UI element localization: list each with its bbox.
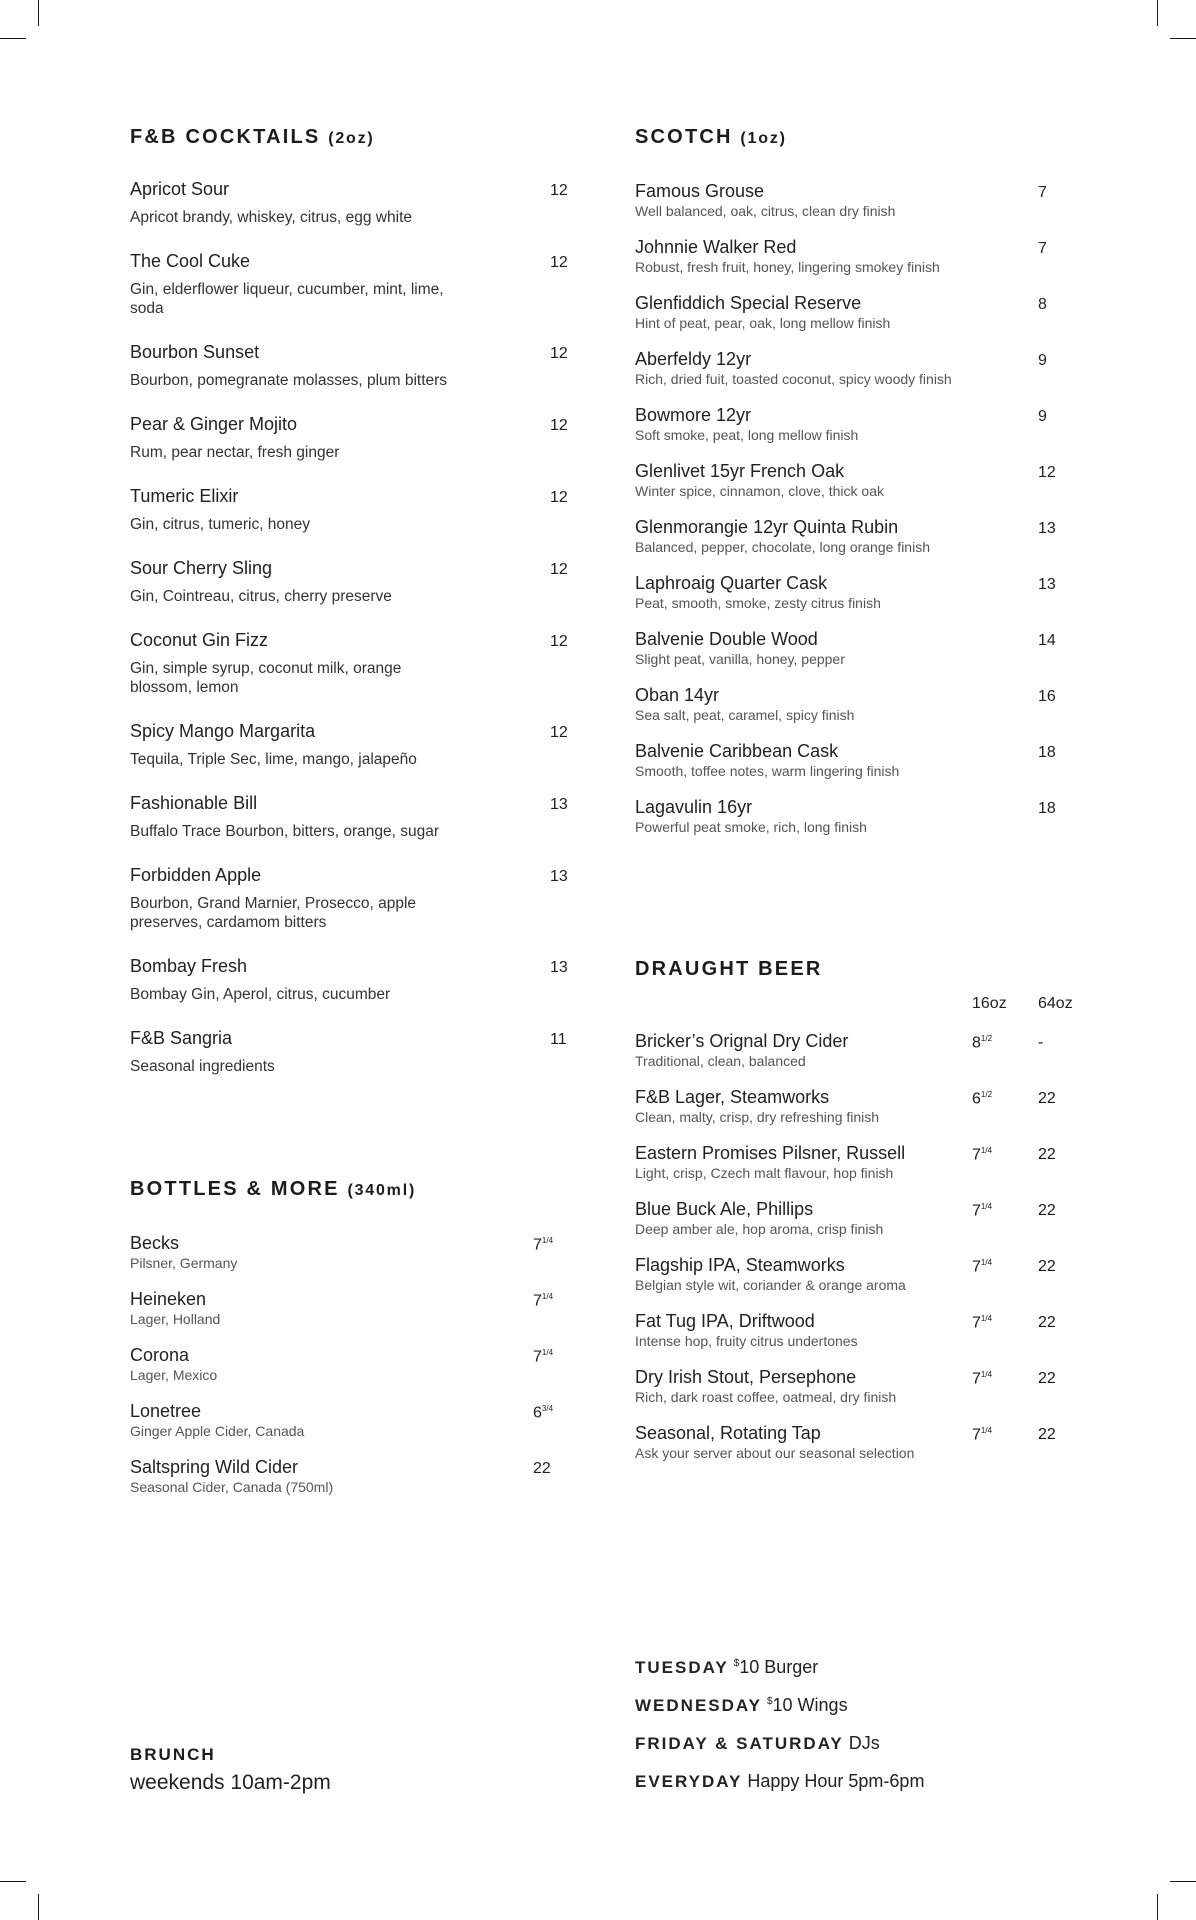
scotch-name: Oban 14yr	[635, 685, 720, 705]
beer-name: Eastern Promises Pilsner, Russell	[635, 1143, 906, 1163]
weekly-specials	[635, 1657, 924, 1809]
special-text: Happy Hour 5pm-6pm	[747, 1771, 925, 1791]
beer-name: Fat Tug IPA, Driftwood	[635, 1311, 815, 1331]
scotch-item	[635, 405, 1095, 461]
crop-mark	[1170, 1881, 1196, 1882]
beer-price-16oz-whole: 8	[972, 1034, 981, 1052]
scotch-name: Famous Grouse	[635, 181, 765, 201]
beer-item	[635, 1255, 1095, 1311]
crop-mark	[38, 1894, 39, 1920]
cocktail-name: Bombay Fresh	[130, 956, 248, 976]
scotch-description: Peat, smooth, smoke, zesty citrus finish	[635, 595, 881, 611]
left-column	[130, 126, 568, 1513]
scotch-name: Bowmore 12yr	[635, 405, 752, 425]
cocktail-name: F&B Sangria	[130, 1028, 233, 1048]
cocktail-item	[130, 956, 568, 1004]
beer-price-64oz: 22	[1038, 1314, 1056, 1331]
cocktail-item	[130, 414, 568, 462]
cocktail-item	[130, 721, 568, 769]
scotch-price: 7	[1038, 184, 1047, 201]
scotch-description: Soft smoke, peat, long mellow finish	[635, 427, 859, 443]
cocktail-price: 13	[550, 796, 568, 813]
scotch-name: Johnnie Walker Red	[635, 237, 797, 257]
bottle-price	[533, 1348, 553, 1366]
bottle-item	[130, 1457, 560, 1513]
cocktail-price: 12	[550, 345, 568, 362]
beer-price-16oz	[972, 1258, 992, 1276]
scotch-description: Slight peat, vanilla, honey, pepper	[635, 651, 845, 667]
crop-mark	[1157, 0, 1158, 26]
beer-price-64oz: 22	[1038, 1202, 1056, 1219]
cocktail-description: Seasonal ingredients	[130, 1058, 275, 1075]
beer-price-16oz	[972, 1146, 992, 1164]
cocktail-price: 12	[550, 182, 568, 199]
scotch-name: Balvenie Caribbean Cask	[635, 741, 839, 761]
beer-price-16oz-fraction: 1/4	[980, 1146, 993, 1155]
cocktail-name: Coconut Gin Fizz	[130, 630, 269, 650]
scotch-price: 16	[1038, 688, 1056, 705]
beer-item	[635, 1311, 1095, 1367]
bottle-item	[130, 1289, 560, 1345]
scotch-price: 14	[1038, 632, 1056, 649]
bottle-price	[533, 1460, 551, 1478]
cocktail-price: 11	[550, 1031, 567, 1048]
beer-col-16oz: 16oz	[972, 995, 1007, 1012]
scotch-unit: (1oz)	[740, 130, 787, 147]
scotch-list	[635, 181, 1095, 853]
cocktail-item	[130, 793, 568, 841]
cocktail-item	[130, 179, 568, 227]
scotch-description: Hint of peat, pear, oak, long mellow finish	[635, 315, 891, 331]
cocktail-description: Gin, simple syrup, coconut milk, orange blossom, lemon	[130, 660, 402, 696]
bottle-price-whole: 7	[533, 1236, 542, 1254]
beer-item	[635, 1143, 1095, 1199]
bottle-price-fraction: 1/4	[541, 1348, 554, 1357]
cocktail-description: Bombay Gin, Aperol, citrus, cucumber	[130, 986, 391, 1003]
cocktail-row	[130, 486, 568, 507]
cocktail-description: Gin, Cointreau, citrus, cherry preserve	[130, 588, 392, 605]
scotch-item	[635, 517, 1095, 573]
beer-title: DRAUGHT BEER	[635, 958, 823, 980]
beer-description: Ask your server about our seasonal selection	[635, 1445, 915, 1461]
bottle-price-whole: 7	[533, 1292, 542, 1310]
beer-price-16oz-fraction: 1/4	[980, 1370, 993, 1379]
scotch-name: Glenlivet 15yr French Oak	[635, 461, 845, 481]
beer-name: Flagship IPA, Steamworks	[635, 1255, 845, 1275]
scotch-price: 13	[1038, 520, 1056, 537]
cocktail-name: Pear & Ginger Mojito	[130, 414, 298, 434]
bottle-price	[533, 1404, 553, 1422]
cocktails-list	[130, 179, 568, 1076]
cocktail-item	[130, 486, 568, 534]
beer-description: Clean, malty, crisp, dry refreshing finish	[635, 1109, 880, 1125]
beer-name: Dry Irish Stout, Persephone	[635, 1367, 857, 1387]
scotch-name: Laphroaig Quarter Cask	[635, 573, 828, 593]
bottles-unit: (340ml)	[347, 1182, 417, 1199]
bottles-title-text: BOTTLES & MORE	[130, 1178, 340, 1200]
scotch-description: Balanced, pepper, chocolate, long orange finish	[635, 539, 930, 555]
cocktail-description: Apricot brandy, whiskey, citrus, egg white	[130, 209, 412, 226]
beer-list	[635, 1031, 1095, 1479]
scotch-description: Smooth, toffee notes, warm lingering finish	[635, 763, 900, 779]
scotch-description: Winter spice, cinnamon, clove, thick oak	[635, 483, 884, 499]
beer-price-16oz-fraction: 1/2	[980, 1090, 993, 1099]
bottle-description: Lager, Holland	[130, 1311, 221, 1327]
scotch-name: Aberfeldy 12yr	[635, 349, 752, 369]
beer-item	[635, 1423, 1095, 1479]
cocktails-unit: (2oz)	[328, 130, 375, 147]
scotch-item	[635, 685, 1095, 741]
bottle-description: Ginger Apple Cider, Canada	[130, 1423, 305, 1439]
scotch-item	[635, 797, 1095, 853]
bottle-item	[130, 1345, 560, 1401]
scotch-item	[635, 629, 1095, 685]
cocktail-row	[130, 1028, 567, 1049]
beer-name: F&B Lager, Steamworks	[635, 1087, 830, 1107]
crop-mark	[38, 0, 39, 26]
cocktail-price: 12	[550, 254, 568, 271]
bottle-price	[533, 1236, 553, 1254]
special-text: 10 Burger	[739, 1657, 819, 1677]
cocktail-row	[130, 630, 568, 651]
cocktail-name: Sour Cherry Sling	[130, 558, 273, 578]
cocktail-name: Bourbon Sunset	[130, 342, 260, 362]
cocktail-price: 12	[550, 724, 568, 741]
beer-price-16oz-whole: 7	[972, 1146, 981, 1164]
cocktail-price: 12	[550, 633, 568, 650]
beer-price-64oz: 22	[1038, 1090, 1056, 1107]
scotch-item	[635, 573, 1095, 629]
cocktail-row	[130, 179, 568, 200]
bottle-price-fraction: 3/4	[541, 1404, 554, 1413]
cocktail-description: Bourbon, Grand Marnier, Prosecco, apple preserves, cardamom bitters	[130, 895, 417, 931]
scotch-name: Glenfiddich Special Reserve	[635, 293, 862, 313]
special-line	[635, 1771, 924, 1809]
bottle-name: Lonetree	[130, 1401, 202, 1421]
beer-col-64oz: 64oz	[1038, 995, 1073, 1012]
special-day: WEDNESDAY	[635, 1696, 762, 1715]
brunch-hours: weekends 10am-2pm	[130, 1771, 331, 1794]
special-text: DJs	[848, 1733, 880, 1753]
beer-name: Bricker’s Orignal Dry Cider	[635, 1031, 849, 1051]
beer-price-16oz-fraction: 1/4	[980, 1202, 993, 1211]
scotch-item	[635, 461, 1095, 517]
beer-price-16oz	[972, 1426, 992, 1444]
beer-price-16oz	[972, 1034, 992, 1052]
beer-price-16oz-fraction: 1/4	[980, 1258, 993, 1267]
cocktail-description: Buffalo Trace Bourbon, bitters, orange, sugar	[130, 823, 440, 840]
beer-price-16oz-whole: 6	[972, 1090, 981, 1108]
scotch-item	[635, 237, 1095, 293]
bottle-name: Saltspring Wild Cider	[130, 1457, 299, 1477]
scotch-title	[635, 126, 1095, 149]
bottle-description: Pilsner, Germany	[130, 1255, 238, 1271]
cocktail-description: Gin, citrus, tumeric, honey	[130, 516, 311, 533]
scotch-price: 8	[1038, 296, 1047, 313]
cocktail-price: 13	[550, 959, 568, 976]
cocktail-item	[130, 251, 568, 318]
scotch-title-text: SCOTCH	[635, 126, 733, 148]
crop-mark	[0, 1881, 26, 1882]
special-line	[635, 1733, 924, 1771]
cocktail-price: 12	[550, 561, 568, 578]
beer-price-64oz: 22	[1038, 1258, 1056, 1275]
special-text: 10 Wings	[772, 1695, 848, 1715]
cocktails-title-text: F&B COCKTAILS	[130, 126, 321, 148]
beer-description: Traditional, clean, balanced	[635, 1053, 806, 1069]
special-day: FRIDAY & SATURDAY	[635, 1734, 844, 1753]
bottle-price	[533, 1292, 553, 1310]
cocktail-description: Gin, elderflower liqueur, cucumber, mint, lime, soda	[130, 281, 444, 317]
scotch-price: 9	[1038, 408, 1047, 425]
scotch-item	[635, 181, 1095, 237]
bottle-name: Corona	[130, 1345, 190, 1365]
cocktail-price: 12	[550, 417, 568, 434]
bottles-list	[130, 1233, 560, 1513]
scotch-price: 18	[1038, 800, 1056, 817]
cocktail-name: Fashionable Bill	[130, 793, 258, 813]
scotch-description: Powerful peat smoke, rich, long finish	[635, 819, 867, 835]
beer-price-16oz-fraction: 1/2	[980, 1034, 993, 1043]
brunch-block	[130, 1745, 331, 1795]
scotch-name: Balvenie Double Wood	[635, 629, 818, 649]
cocktail-item	[130, 342, 568, 390]
crop-mark	[1157, 1894, 1158, 1920]
cocktail-item	[130, 630, 568, 697]
beer-price-16oz	[972, 1370, 992, 1388]
beer-description: Rich, dark roast coffee, oatmeal, dry finish	[635, 1389, 897, 1405]
beer-price-64oz: 22	[1038, 1146, 1056, 1163]
cocktail-row	[130, 721, 568, 742]
cocktail-row	[130, 956, 568, 977]
cocktail-row	[130, 558, 568, 579]
cocktail-item	[130, 558, 568, 606]
cocktail-row	[130, 251, 568, 272]
special-currency: $	[766, 1696, 773, 1707]
beer-price-16oz-fraction: 1/4	[980, 1314, 993, 1323]
beer-price-16oz	[972, 1202, 992, 1220]
beer-description: Belgian style wit, coriander & orange aroma	[635, 1277, 906, 1293]
cocktail-row	[130, 342, 568, 363]
beer-price-16oz	[972, 1314, 992, 1332]
scotch-price: 12	[1038, 464, 1056, 481]
scotch-item	[635, 293, 1095, 349]
cocktail-name: Tumeric Elixir	[130, 486, 239, 506]
scotch-item	[635, 349, 1095, 405]
beer-column-headers	[635, 995, 1095, 1017]
beer-description: Deep amber ale, hop aroma, crisp finish	[635, 1221, 884, 1237]
beer-item	[635, 1199, 1095, 1255]
beer-price-16oz-whole: 7	[972, 1426, 981, 1444]
bottle-name: Becks	[130, 1233, 180, 1253]
beer-price-16oz-whole: 7	[972, 1370, 981, 1388]
beer-description: Light, crisp, Czech malt flavour, hop finish	[635, 1165, 894, 1181]
bottle-price-fraction: 1/4	[541, 1236, 554, 1245]
cocktail-name: The Cool Cuke	[130, 251, 251, 271]
special-currency: $	[733, 1658, 740, 1669]
bottle-description: Seasonal Cider, Canada (750ml)	[130, 1479, 334, 1495]
bottle-name: Heineken	[130, 1289, 207, 1309]
beer-description: Intense hop, fruity citrus undertones	[635, 1333, 858, 1349]
beer-price-64oz: 22	[1038, 1426, 1056, 1443]
scotch-description: Rich, dried fuit, toasted coconut, spicy woody finish	[635, 371, 952, 387]
bottle-price-whole: 7	[533, 1348, 542, 1366]
cocktail-price: 13	[550, 868, 568, 885]
bottle-price-fraction: 1/4	[541, 1292, 554, 1301]
bottle-item	[130, 1233, 560, 1289]
beer-price-64oz: -	[1038, 1034, 1044, 1051]
cocktail-description: Bourbon, pomegranate molasses, plum bitters	[130, 372, 448, 389]
cocktail-description: Rum, pear nectar, fresh ginger	[130, 444, 340, 461]
cocktail-description: Tequila, Triple Sec, lime, mango, jalapeño	[130, 751, 417, 768]
bottle-price-whole: 22	[533, 1460, 551, 1477]
right-column	[635, 126, 1095, 1461]
cocktail-row	[130, 865, 568, 886]
scotch-name: Lagavulin 16yr	[635, 797, 753, 817]
crop-mark	[1170, 38, 1196, 39]
cocktail-price: 12	[550, 489, 568, 506]
scotch-price: 9	[1038, 352, 1047, 369]
beer-item	[635, 1087, 1095, 1143]
special-line	[635, 1695, 924, 1733]
scotch-description: Sea salt, peat, caramel, spicy finish	[635, 707, 855, 723]
beer-item	[635, 1367, 1095, 1423]
bottle-description: Lager, Mexico	[130, 1367, 218, 1383]
beer-section	[635, 958, 1095, 1479]
scotch-description: Well balanced, oak, citrus, clean dry finish	[635, 203, 896, 219]
cocktail-item	[130, 865, 568, 932]
beer-price-16oz-whole: 7	[972, 1314, 981, 1332]
beer-name: Seasonal, Rotating Tap	[635, 1423, 821, 1443]
cocktail-row	[130, 414, 568, 435]
scotch-name: Glenmorangie 12yr Quinta Rubin	[635, 517, 899, 537]
bottles-title	[130, 1178, 560, 1201]
beer-name: Blue Buck Ale, Phillips	[635, 1199, 814, 1219]
bottle-item	[130, 1401, 560, 1457]
cocktails-title	[130, 126, 560, 149]
scotch-description: Robust, fresh fruit, honey, lingering smokey finish	[635, 259, 940, 275]
scotch-item	[635, 741, 1095, 797]
special-day: TUESDAY	[635, 1658, 729, 1677]
brunch-title: BRUNCH	[130, 1745, 216, 1764]
crop-mark	[0, 38, 26, 39]
beer-price-16oz-whole: 7	[972, 1202, 981, 1220]
beer-item	[635, 1031, 1095, 1087]
cocktail-name: Spicy Mango Margarita	[130, 721, 316, 741]
special-line	[635, 1657, 924, 1695]
scotch-price: 7	[1038, 240, 1047, 257]
beer-price-16oz-whole: 7	[972, 1258, 981, 1276]
cocktail-name: Forbidden Apple	[130, 865, 262, 885]
bottle-price-whole: 6	[533, 1404, 542, 1422]
special-day: EVERYDAY	[635, 1772, 743, 1791]
beer-price-64oz: 22	[1038, 1370, 1056, 1387]
cocktail-row	[130, 793, 568, 814]
scotch-price: 18	[1038, 744, 1056, 761]
cocktail-name: Apricot Sour	[130, 179, 230, 199]
beer-price-16oz-fraction: 1/4	[980, 1426, 993, 1435]
cocktail-item	[130, 1028, 567, 1076]
beer-price-16oz	[972, 1090, 992, 1108]
scotch-price: 13	[1038, 576, 1056, 593]
